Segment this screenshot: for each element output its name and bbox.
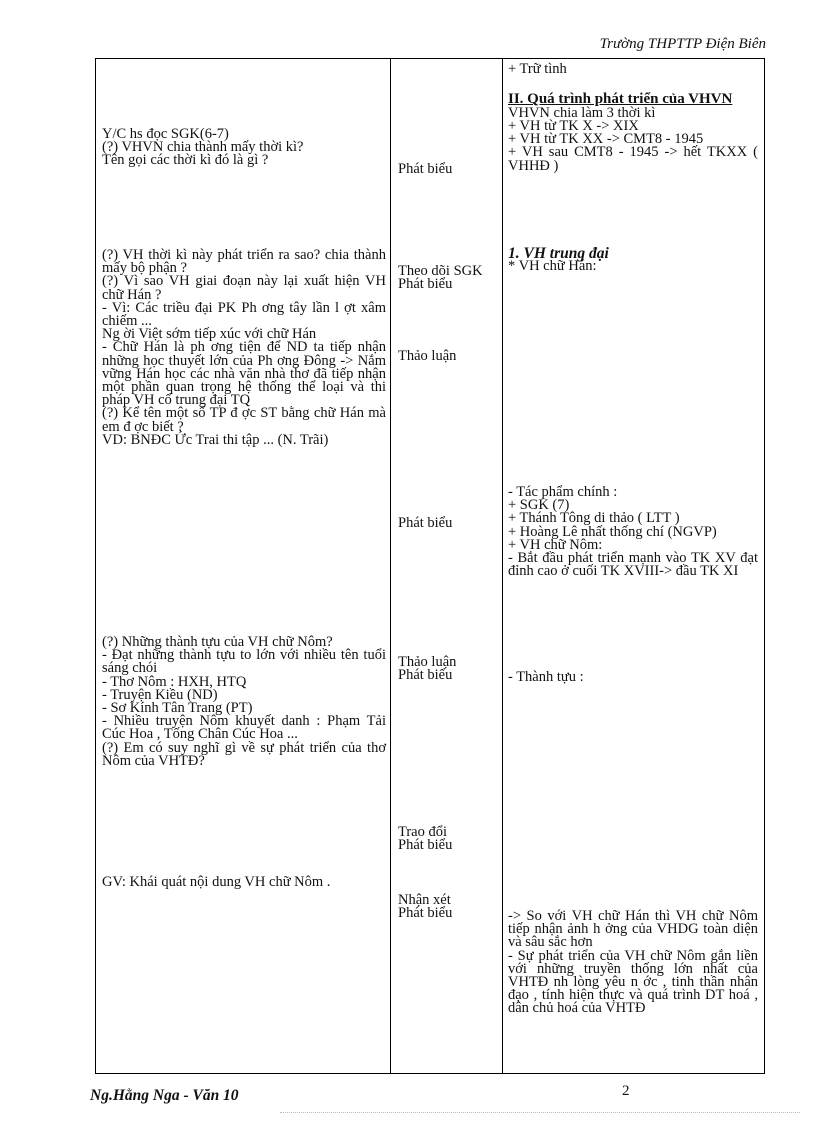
activity-line: Phát biểu [398, 161, 453, 177]
teacher-activity-block [102, 128, 386, 168]
content-line: + Thánh Tông di thảo ( LTT ) [508, 510, 680, 527]
content-line: + VH sau CMT8 - 1945 -> hết TKXX ( VHHĐ ) [508, 144, 758, 174]
activity-line: - Nhiều truyện Nôm khuyết danh : Phạm Tải Cúc Hoa , Tống Chân Cúc Hoa ... [102, 713, 386, 743]
content-line: - Thành tựu : [508, 669, 584, 685]
content-line: - Sự phát triển của VH chữ Nôm gắn liền với những truyền thống lớn nhất của VHTĐ nh lòng yêu n ớc , tinh thần nhân đạo , tính hiện thực và quá trình DT hoá , dân chủ hoá của VHTĐ [508, 947, 758, 1017]
content-line: - Tác phẩm chính : [508, 484, 618, 500]
activity-line: - Thơ Nôm : HXH, HTQ [102, 673, 247, 690]
subsection-title: 1. VH trung đại [508, 245, 609, 262]
content-line: * VH chữ Hán: [508, 258, 597, 275]
content-block [508, 910, 758, 1016]
activity-line: Trao đổi [398, 824, 448, 840]
activity-line: - Truyện Kiều (ND) [102, 686, 218, 703]
teacher-activity-block [102, 636, 386, 768]
activity-line: (?) Những thành tựu của VH chữ Nôm? [102, 634, 333, 650]
student-activity-block [398, 826, 496, 852]
content-block [508, 486, 758, 578]
activity-line: Thảo luận [398, 348, 457, 364]
activity-line: Theo dõi SGK [398, 263, 483, 279]
content-line: -> So với VH chữ Hán thì VH chữ Nôm tiếp nhận ảnh h ởng của VHDG toàn diện và sâu sắc hơn [508, 908, 758, 951]
activity-line: GV: Khái quát nội dung VH chữ Nôm . [102, 874, 331, 890]
teacher-activity-block [102, 876, 386, 889]
student-activity-block [398, 163, 496, 176]
activity-line: Y/C hs đọc SGK(6-7) [102, 126, 229, 142]
activity-line: - Vì: Các triều đại PK Ph ơng tây lần l ợt xâm chiếm ... [102, 299, 386, 330]
section-title: II. Quá trình phát triển của VHVN [508, 91, 733, 108]
activity-line: - Chữ Hán là ph ơng tiện để ND ta tiếp nhận những học thuyết lớn của Ph ơng Đông -> Nắm vững Hán học các nhà văn nhà thơ đã tiếp nhận một phần quan trọng hệ thống thể loại và thi pháp VH cổ trung đại TQ [102, 339, 386, 409]
activity-line: (?) VH thời kì này phát triển ra sao? chia thành mấy bộ phận ? [102, 247, 386, 277]
content-block [508, 247, 758, 273]
column-divider-1 [390, 58, 391, 1074]
student-activity-block [398, 350, 496, 363]
footer-dotted-rule [280, 1112, 800, 1113]
activity-line: Phát biểu [398, 515, 453, 531]
activity-line: (?) Em có suy nghĩ gì về sự phát triển của thơ Nôm của VHTĐ? [102, 739, 386, 769]
teacher-activity-block [102, 249, 386, 447]
column-divider-2 [502, 58, 503, 1074]
page-header-school: Trường THPTTP Điện Biên [599, 36, 766, 52]
activity-line: - Đạt những thành tựu to lớn với nhiều tên tuổi sáng chói [102, 647, 386, 677]
content-line: + Trữ tình [508, 61, 567, 77]
content-line: + VH chữ Nôm: [508, 536, 603, 553]
content-line: + Hoàng Lê nhất thống chí (NGVP) [508, 523, 717, 540]
content-line: + SGK (7) [508, 497, 570, 514]
activity-line: Phát biểu [398, 667, 453, 684]
activity-line: (?) VHVN chia thành mấy thời kì? [102, 139, 304, 156]
student-activity-block [398, 894, 496, 920]
activity-line: Nhận xét [398, 892, 451, 908]
activity-line: (?) Vì sao VH giai đoạn này lại xuất hiện VH chữ Hán ? [102, 273, 386, 303]
page-number: 2 [622, 1083, 630, 1099]
activity-line: Phát biểu [398, 837, 453, 854]
activity-line: Phát biểu [398, 276, 453, 293]
student-activity-block [398, 517, 496, 530]
content-line: + VH từ TK XX -> CMT8 - 1945 [508, 131, 704, 148]
activity-line: - Sơ Kính Tân Trang (PT) [102, 700, 253, 717]
content-block [508, 671, 758, 684]
content-block [508, 63, 758, 173]
activity-line: Ng ời Việt sớm tiếp xúc với chữ Hán [102, 326, 317, 343]
student-activity-block [398, 265, 496, 291]
activity-line: VD: BNĐC Ức Trai thi tập ... (N. Trãi) [102, 431, 329, 448]
activity-line: Tên gọi các thời kì đó là gì ? [102, 152, 269, 169]
student-activity-block [398, 656, 496, 682]
activity-line: Phát biểu [398, 905, 453, 922]
footer-author: Ng.Hằng Nga - Văn 10 [90, 1087, 239, 1104]
activity-line: (?) Kể tên một số TP đ ợc ST bằng chữ Hán mà em đ ợc biết ? [102, 405, 386, 435]
content-line: VHVN chia làm 3 thời kì [508, 104, 656, 121]
content-line: - Bắt đầu phát triển mạnh vào TK XV đạt đỉnh cao ở cuối TK XVIII-> đầu TK XI [508, 550, 758, 580]
activity-line: Thảo luận [398, 654, 457, 670]
content-line: + VH từ TK X -> XIX [508, 117, 639, 134]
